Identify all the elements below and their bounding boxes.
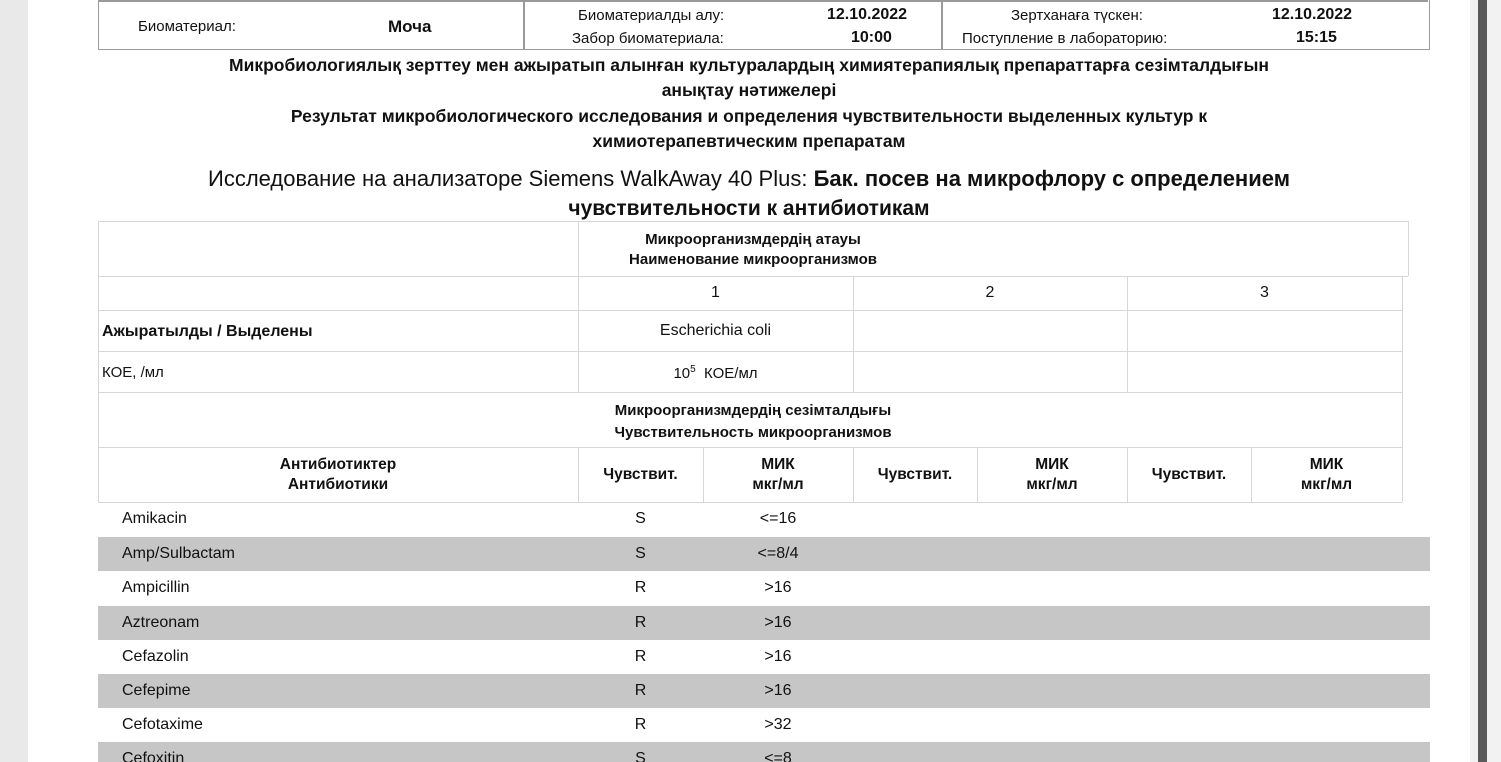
mic-value: >16 — [764, 648, 792, 665]
table-border — [98, 351, 1402, 352]
sensitivity-value: R — [634, 682, 647, 699]
mic-header — [703, 455, 853, 495]
mic-header-label: МИК — [761, 456, 795, 473]
mic-value: <=16 — [759, 510, 797, 527]
sensitivity-header — [578, 400, 928, 444]
mic-value: <=8/4 — [757, 545, 799, 562]
cfu-label: КОЕ, /мл — [102, 364, 164, 381]
collection-date: 12.10.2022 — [827, 6, 908, 23]
sens-header: Чувствит. — [603, 466, 678, 483]
mic-value: >16 — [764, 682, 792, 699]
mic-header — [977, 455, 1127, 495]
arrival-time: 15:15 — [1296, 29, 1337, 46]
collection-label-ru: Забор биоматериала: — [572, 30, 724, 47]
study-line1 — [28, 164, 1470, 193]
mic-value: >16 — [764, 579, 792, 596]
document-page — [28, 0, 1470, 762]
table-border — [1408, 221, 1409, 276]
table-border — [1402, 276, 1403, 502]
scrollbar-thumb[interactable] — [1478, 0, 1487, 762]
antibiotic-name: Cefoxitin — [122, 750, 185, 762]
column-number: 3 — [1260, 284, 1269, 301]
mic-header-unit: мкг/мл — [752, 476, 804, 493]
mic-header-unit: мкг/мл — [1300, 476, 1353, 493]
sensitivity-header-kz: Микроорганизмдердің сезімталдығы — [614, 402, 892, 419]
mic-header-label: МИК — [1309, 456, 1344, 473]
arrival-date: 12.10.2022 — [1272, 6, 1353, 23]
antibiotic-name: Cefepime — [122, 682, 191, 699]
biomaterial-label: Биоматериал: — [138, 18, 236, 35]
study-test-line2: чувствительности к антибиотикам — [568, 197, 930, 220]
header-divider — [941, 0, 943, 50]
mic-value: >32 — [764, 716, 792, 733]
arrival-label-ru: Поступление в лабораторию: — [962, 30, 1168, 47]
title-ru-line2: химиотерапевтическим препаратам — [592, 131, 906, 151]
mic-value: >16 — [764, 614, 792, 631]
table-border — [98, 447, 1402, 448]
isolated-organism: Escherichia coli — [659, 322, 772, 339]
biomaterial-value: Моча — [388, 17, 432, 36]
mic-value: <=8 — [764, 750, 792, 762]
antibiotic-name: Cefotaxime — [122, 716, 203, 733]
arrival-label-kz: Зертханаға түскен: — [1011, 7, 1143, 24]
title-kz-line2: анықтау нәтижелері — [661, 80, 837, 100]
column-number: 1 — [711, 284, 720, 301]
study-test-line1: Бак. посев на микрофлору с определением — [813, 166, 1290, 191]
table-border — [98, 310, 1402, 311]
collection-time: 10:00 — [851, 29, 892, 46]
sensitivity-value: S — [635, 750, 646, 762]
header-info-table — [98, 0, 1430, 50]
header-divider — [523, 0, 525, 50]
title-kz-line1: Микробиологиялық зерттеу мен ажыратып алынған культуралардың химиятерапиялық препараттарға сезімталдығын — [229, 55, 1269, 75]
antibiotics-header-ru: Антибиотики — [287, 476, 389, 493]
antibiotics-header — [98, 455, 578, 495]
sens-header: Чувствит. — [877, 466, 953, 483]
sensitivity-value: S — [635, 545, 646, 562]
column-number: 2 — [985, 284, 995, 301]
sensitivity-value: R — [634, 648, 647, 665]
table-border — [98, 392, 1402, 393]
antibiotic-name: Cefazolin — [122, 648, 189, 665]
mic-header-unit: мкг/мл — [1026, 476, 1078, 493]
sensitivity-header-ru: Чувствительность микроорганизмов — [614, 424, 892, 441]
organisms-header-ru: Наименование микроорганизмов — [629, 251, 877, 268]
cfu-base: 10 — [673, 365, 691, 382]
mic-header-label: МИК — [1035, 456, 1069, 473]
organisms-header-kz: Микроорганизмдердің атауы — [645, 231, 861, 248]
table-border — [98, 502, 1402, 503]
collection-label-kz: Биоматериалды алу: — [578, 7, 725, 24]
table-border — [98, 276, 1408, 277]
sensitivity-value: R — [634, 579, 647, 596]
table-border — [98, 221, 1408, 222]
cfu-unit: КОЕ/мл — [704, 365, 758, 382]
sensitivity-value: R — [634, 614, 647, 631]
sensitivity-value: S — [635, 510, 646, 527]
mic-header — [1251, 455, 1402, 495]
cfu-value — [578, 364, 853, 382]
antibiotics-header-kz: Антибиотиктер — [279, 456, 397, 473]
antibiotic-name: Aztreonam — [122, 614, 200, 631]
title-ru-line1: Результат микробиологического исследования и определения чувствительности выделенных культур к — [290, 106, 1208, 126]
cfu-exponent: 5 — [690, 364, 696, 375]
antibiotic-name: Ampicillin — [122, 579, 190, 596]
sensitivity-value: R — [634, 716, 647, 733]
antibiotic-name: Amikacin — [122, 510, 187, 527]
organisms-header — [578, 230, 928, 270]
isolated-label: Ажыратылды / Выделены — [102, 323, 313, 340]
sens-header: Чувствит. — [1151, 466, 1227, 483]
study-prefix: Исследование на анализаторе Siemens WalkAway 40 Plus: — [208, 166, 808, 191]
antibiotic-name: Amp/Sulbactam — [122, 545, 235, 562]
